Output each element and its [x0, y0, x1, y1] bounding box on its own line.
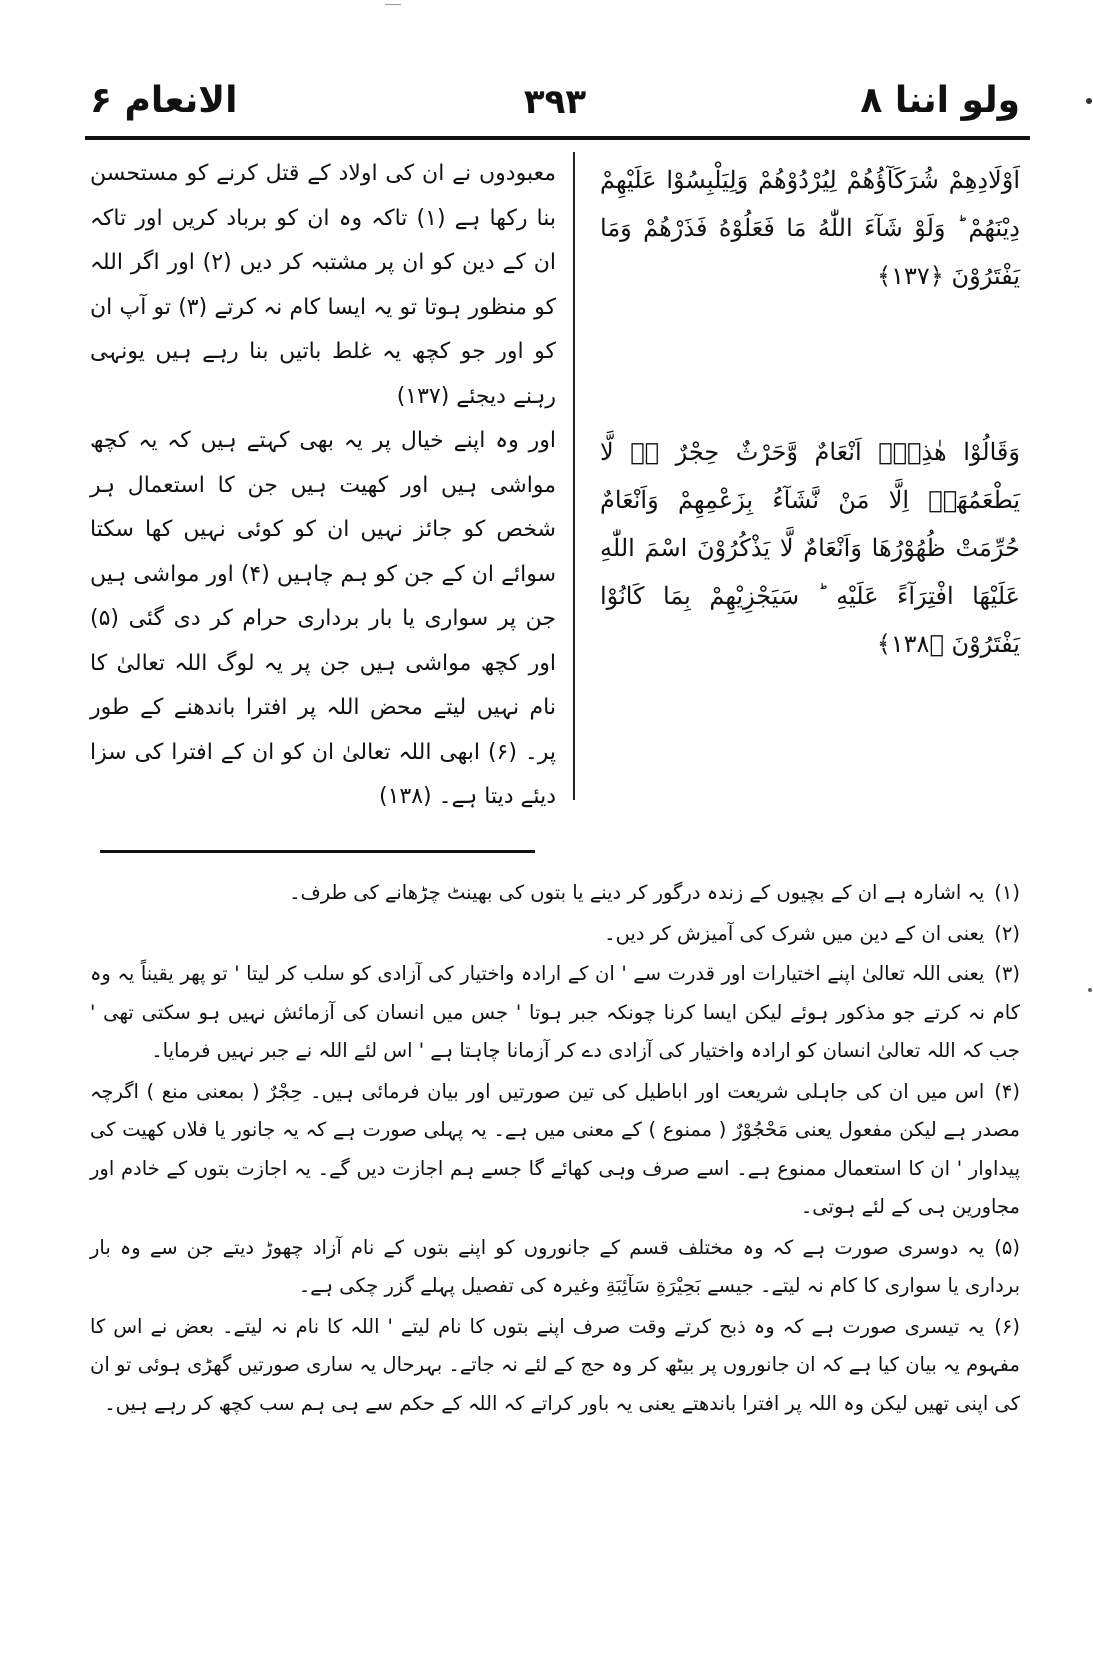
- footnote-text: یہ تیسری صورت ہے کہ وہ ذبح کرتے وقت صرف اپنے بتوں کا نام لیتے ' اللہ کا نام نہ لیتے۔ بعض نے اس کا مفہوم یہ بیان کیا ہے کہ ان جانوروں پر بیٹھ کر وہ حج کے لئے نہ جاتے۔ بہرحال یہ ساری صورتیں گھڑی ہوئی تو ان کی اپنی تھیں لیکن وہ اللہ پر افترا باندھتے یعنی یہ باور کراتے کہ اللہ کے حکم سے ہی ہم سب کچھ کر رہے ہیں۔: [90, 1314, 1020, 1415]
- footnote: [90, 1073, 1020, 1227]
- footnote-number: (۴): [994, 1079, 1020, 1103]
- translation-verse-138: اور وہ اپنے خیال پر یہ بھی کہتے ہیں کہ یہ کچھ مواشی ہیں اور کھیت ہیں جن کا استعمال ہر شخص کو جائز نہیں ان کو کوئی نہیں کھا سکتا سوائے ان کے جن کو ہم چاہیں (۴) اور مواشی ہیں جن پر سواری یا بار برداری حرام کر دی گئی (۵) اور کچھ مواشی ہیں جن پر یہ لوگ اللہ تعالیٰ کا نام نہیں لیتے محض اللہ پر افترا باندھنے کے طور پر۔ (۶) ابھی اللہ تعالیٰ ان کو ان کے افترا کی سزا دیئے دیتا ہے۔ (۱۳۸): [90, 428, 557, 809]
- arabic-verse-137: اَوْلَادِهِمْ شُرَكَآؤُهُمْ لِیُرْدُوْهُمْ وَلِیَلْبِسُوْا عَلَیْهِمْ دِیْنَهُمْ ؕ وَلَوْ شَآءَ اللّٰهُ مَا فَعَلُوْهُ فَذَرْهُمْ وَمَا یَفْتَرُوْنَ ﴿۱۳۷﴾: [600, 166, 1020, 290]
- footnote-number: (۲): [994, 921, 1020, 945]
- scan-mark: [385, 4, 401, 5]
- footnote-number: (۵): [994, 1235, 1020, 1259]
- urdu-translation: [90, 152, 556, 820]
- footnote-text: یعنی ان کے دین میں شرک کی آمیزش کر دیں۔: [604, 921, 985, 945]
- footnote-text: اس میں ان کی جاہلی شریعت اور اباطیل کی تین صورتیں اور بیان فرمائی ہیں۔ حِجْرٌ ( بمعنی منع ) اگرچہ مصدر ہے لیکن مفعول یعنی مَحْجُوْرٌ ( ممنوع ) کے معنی میں ہے۔ یہ پہلی صورت ہے کہ یہ جانور یا فلاں کھیت کی پیداوار ' ان کا استعمال ممنوع ہے۔ اسے صرف وہی کھائے گا جسے ہم اجازت دیں گے۔ یہ اجازت بتوں کے خادم اور مجاورین ہی کے لئے ہوتی۔: [90, 1079, 1020, 1218]
- arabic-verse-138: وَقَالُوْا هٰذِهٖۤ اَنْعَامٌ وَّحَرْثٌ حِجْرٌ ۖۗ لَّا یَطْعَمُهَاۤ اِلَّا مَنْ نَّشَآءُ بِزَعْمِهِمْ وَاَنْعَامٌ حُرِّمَتْ ظُهُوْرُهَا وَاَنْعَامٌ لَّا یَذْكُرُوْنَ اسْمَ اللّٰهِ عَلَیْهَا افْتِرَآءً عَلَیْهِ ؕ سَیَجْزِیْهِمْ بِمَا كَانُوْا یَفْتَرُوْنَ ﴿۱۳۸﴾: [600, 438, 1020, 658]
- scan-speck: [1088, 988, 1092, 992]
- footnote-number: (۱): [994, 881, 1020, 904]
- footnote-number: (۳): [994, 962, 1020, 985]
- footnote-number: (۶): [994, 1314, 1020, 1338]
- footnote-rule: [100, 850, 535, 853]
- column-divider: [573, 152, 575, 800]
- header-rule: [85, 136, 1030, 140]
- juz-name: ولو اننا ۸: [860, 80, 1020, 121]
- footnote: [90, 915, 1020, 954]
- footnote-text: یہ دوسری صورت ہے کہ وہ مختلف قسم کے جانوروں کو اپنے بتوں کے نام آزاد چھوڑ دیتے جن سے وہ بار برداری یا سواری کا کام نہ لیتے۔ جیسے بَحِیْرَةِ سَآئِبَةِ وغیرہ کی تفصیل پہلے گزر چکی ہے۔: [90, 1235, 1020, 1297]
- scan-speck: [1086, 98, 1092, 104]
- footnote-text: یعنی اللہ تعالیٰ اپنے اختیارات اور قدرت سے ' ان کے ارادہ واختیار کی آزادی کو سلب کر لیتا ' تو پھر یقیناً یہ وہ کام نہ کرتے جو مذکور ہوئے لیکن ایسا کرنا چونکہ جبر ہوتا ' جس میں انسان کی آزمائش نہیں ہو سکتی تھی ' جب کہ اللہ تعالیٰ انسان کو ارادہ واختیار کی آزادی دے کر آزمانا چاہتا ہے ' اس لئے اللہ نے جبر نہیں فرمایا۔: [90, 962, 1020, 1062]
- footnote: [90, 874, 1020, 913]
- translation-verse-137: معبودوں نے ان کی اولاد کے قتل کرنے کو مستحسن بنا رکھا ہے (۱) تاکہ وہ ان کو برباد کریں اور تاکہ ان کے دین کو ان پر مشتبہ کر دیں (۲) اور اگر اللہ کو منظور ہوتا تو یہ ایسا کام نہ کرتے (۳) تو آپ ان کو اور جو کچھ یہ غلط باتیں بنا رہے ہیں یونہی رہنے دیجئے (۱۳۷): [90, 161, 557, 409]
- page-header: [90, 80, 1020, 132]
- footnote-text: یہ اشارہ ہے ان کے بچیوں کے زندہ درگور کر دینے یا بتوں کی بھینٹ چڑھانے کی طرف۔: [289, 881, 985, 904]
- page-number: ۳۹۳: [523, 82, 587, 122]
- footnotes: [90, 874, 1020, 1425]
- footnote: [90, 955, 1020, 1071]
- footnote: [90, 1308, 1020, 1424]
- surah-name: الانعام ۶: [90, 80, 238, 121]
- footnote: [90, 1229, 1020, 1306]
